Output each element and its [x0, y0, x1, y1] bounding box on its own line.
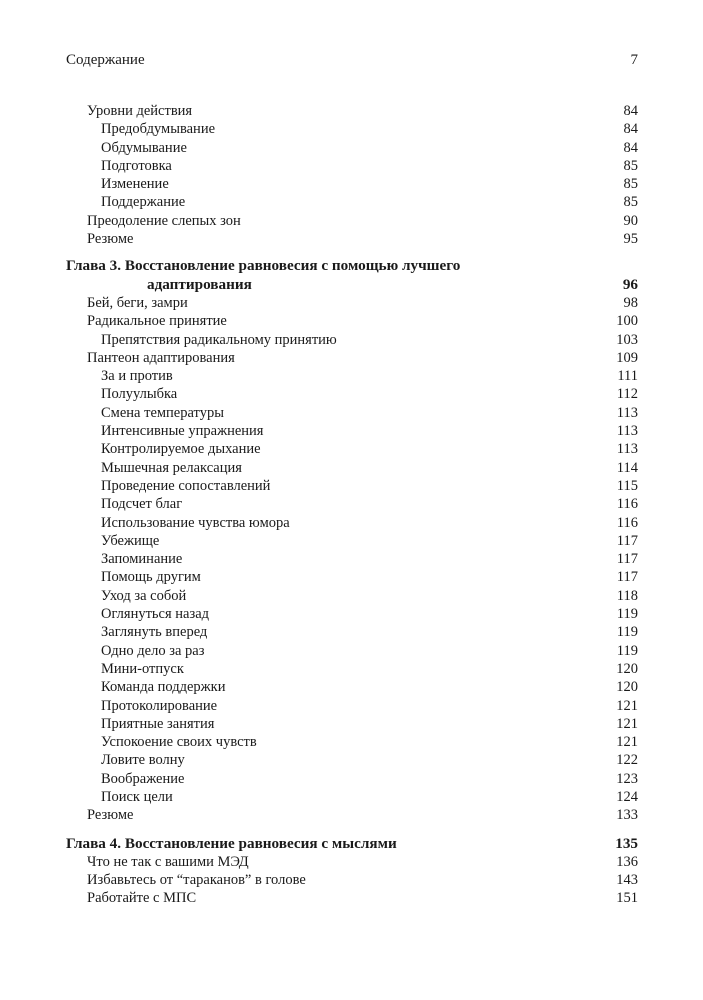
toc-entry-title: Заглянуть вперед [101, 624, 208, 641]
toc-section [66, 212, 638, 230]
toc-section [66, 102, 638, 120]
toc-subsection [66, 733, 638, 751]
chapter-spacer [66, 825, 638, 835]
toc-subsection [66, 477, 638, 495]
toc-page-number: 118 [616, 587, 638, 604]
toc-entry-title: Мышечная релаксация [101, 459, 242, 476]
running-head-title: Содержание [66, 52, 145, 68]
toc-page-number: 122 [616, 752, 638, 769]
toc-page-number: 116 [616, 514, 638, 531]
toc-entry-title: Запоминание [101, 551, 183, 568]
toc-page-number: 133 [616, 807, 638, 824]
toc-section [66, 806, 638, 824]
toc-subsection [66, 422, 638, 440]
toc-page-number: 103 [616, 331, 638, 348]
toc-page-number: 120 [616, 679, 638, 696]
toc-page-number: 117 [616, 569, 638, 586]
toc-page-number: 84 [623, 121, 638, 138]
toc-subsection [66, 440, 638, 458]
toc-page-number: 117 [616, 551, 638, 568]
toc-entry-title: Одно дело за раз [101, 642, 205, 659]
toc-entry-title: Проведение сопоставлений [101, 477, 271, 494]
toc-page-number: 116 [616, 496, 638, 513]
toc-entry-title: Что не так с вашими МЭД [87, 853, 249, 870]
toc-page-number: 120 [616, 660, 638, 677]
toc-entry-title: Ловите волну [101, 752, 185, 769]
toc-subsection [66, 404, 638, 422]
toc-page-number: 119 [616, 642, 638, 659]
toc-subsection [66, 770, 638, 788]
toc-entry-title: Протоколирование [101, 697, 218, 714]
toc-entry-title: За и против [101, 368, 173, 385]
toc-subsection [66, 697, 638, 715]
toc-page-number: 135 [615, 834, 638, 852]
toc-entry-title: Контролируемое дыхание [101, 441, 261, 458]
toc-entry-title: Приятные занятия [101, 715, 215, 732]
toc-entry-title: Успокоение своих чувств [101, 734, 257, 751]
toc-subsection [66, 642, 638, 660]
toc-page-number: 123 [616, 770, 638, 787]
toc-page-number: 85 [623, 194, 638, 211]
toc-chapter-title-continued: адаптирования [147, 275, 252, 293]
toc-subsection [66, 367, 638, 385]
toc-page-number: 113 [616, 404, 638, 421]
toc-entry-title: Препятствия радикальному принятию [101, 331, 337, 348]
toc-section [66, 230, 638, 248]
toc-subsection [66, 514, 638, 532]
toc-page-number: 115 [616, 477, 638, 494]
toc-entry-title: Полуулыбка [101, 386, 178, 403]
toc-subsection [66, 660, 638, 678]
toc-chapter-heading [66, 835, 638, 853]
toc-page-number: 111 [617, 368, 638, 385]
toc-page-number: 90 [623, 212, 638, 229]
toc-entry-title: Пантеон адаптирования [87, 349, 235, 366]
toc-entry-title: Мини-отпуск [101, 660, 184, 677]
toc-entry-title: Смена температуры [101, 404, 224, 421]
toc-page-number: 119 [616, 624, 638, 641]
toc-page-number: 85 [623, 157, 638, 174]
running-head [66, 50, 638, 70]
toc-page-number: 85 [623, 176, 638, 193]
toc-page-number: 114 [616, 459, 638, 476]
toc-page-number: 98 [623, 294, 638, 311]
toc-page-number: 121 [616, 715, 638, 732]
toc-subsection [66, 385, 638, 403]
toc-subsection [66, 605, 638, 623]
toc-entry-title: Обдумывание [101, 139, 187, 156]
toc-subsection [66, 120, 638, 138]
toc-chapter-title: Глава 4. Восстановление равновесия с мыслями [66, 834, 397, 852]
toc-chapter-heading-continued [66, 276, 638, 294]
toc-entry-title: Подготовка [101, 157, 172, 174]
toc-entry-title: Оглянуться назад [101, 606, 210, 623]
toc-page-number: 100 [616, 313, 638, 330]
toc-subsection [66, 587, 638, 605]
toc-entry-title: Поиск цели [101, 788, 173, 805]
toc-page-number: 151 [616, 890, 638, 907]
toc-page-number: 113 [616, 441, 638, 458]
toc-page-number: 143 [616, 872, 638, 889]
toc-chapter-heading [66, 257, 638, 275]
toc-entry-title: Радикальное принятие [87, 313, 227, 330]
toc-entry-title: Помощь другим [101, 569, 201, 586]
toc-page-number: 119 [616, 606, 638, 623]
toc-section [66, 889, 638, 907]
toc-entry-title: Команда поддержки [101, 679, 226, 696]
toc-subsection [66, 568, 638, 586]
toc-entry-title: Избавьтесь от “тараканов” в голове [87, 872, 306, 889]
toc-subsection [66, 331, 638, 349]
toc-entry-title: Бей, беги, замри [87, 294, 188, 311]
toc-entry-title: Убежище [101, 532, 160, 549]
toc-page-number: 112 [616, 386, 638, 403]
toc-entry-title: Использование чувства юмора [101, 514, 290, 531]
toc-entry-title: Предобдумывание [101, 121, 216, 138]
toc-subsection [66, 193, 638, 211]
toc-section [66, 294, 638, 312]
toc-entry-title: Воображение [101, 770, 185, 787]
toc-page-number: 109 [616, 349, 638, 366]
toc-page-number: 113 [616, 423, 638, 440]
toc-section [66, 312, 638, 330]
page-number: 7 [630, 52, 638, 68]
toc-entry-title: Интенсивные упражнения [101, 423, 264, 440]
toc-subsection [66, 788, 638, 806]
toc-entry-title: Резюме [87, 807, 134, 824]
toc-page-number: 124 [616, 788, 638, 805]
toc-subsection [66, 532, 638, 550]
toc-entry-title: Уход за собой [101, 587, 187, 604]
toc-page-number: 121 [616, 734, 638, 751]
toc-subsection [66, 459, 638, 477]
toc-page-number: 84 [623, 103, 638, 119]
toc-subsection [66, 715, 638, 733]
toc-subsection [66, 495, 638, 513]
toc-chapter-title: Глава 3. Восстановление равновесия с помощью лучшего [66, 257, 461, 275]
toc-subsection [66, 550, 638, 568]
toc-entry-title: Работайте с МПС [87, 890, 197, 907]
toc-entry-title: Уровни действия [87, 103, 193, 119]
toc-subsection [66, 175, 638, 193]
toc-entry-title: Преодоление слепых зон [87, 212, 241, 229]
toc-entry-title: Поддержание [101, 194, 186, 211]
toc-subsection [66, 678, 638, 696]
toc-subsection [66, 139, 638, 157]
toc-page-number: 136 [616, 853, 638, 870]
toc-subsection [66, 751, 638, 769]
toc-page-number: 84 [623, 139, 638, 156]
toc-page-number: 121 [616, 697, 638, 714]
toc-page-number: 95 [623, 231, 638, 248]
toc-page-number: 96 [622, 275, 638, 293]
toc-entry-title: Резюме [87, 231, 134, 248]
table-of-contents [66, 102, 638, 908]
toc-section [66, 871, 638, 889]
toc-entry-title: Изменение [101, 176, 169, 193]
toc-subsection [66, 157, 638, 175]
toc-subsection [66, 623, 638, 641]
toc-page-number: 117 [616, 532, 638, 549]
toc-section [66, 853, 638, 871]
toc-entry-title: Подсчет благ [101, 496, 183, 513]
toc-section [66, 349, 638, 367]
